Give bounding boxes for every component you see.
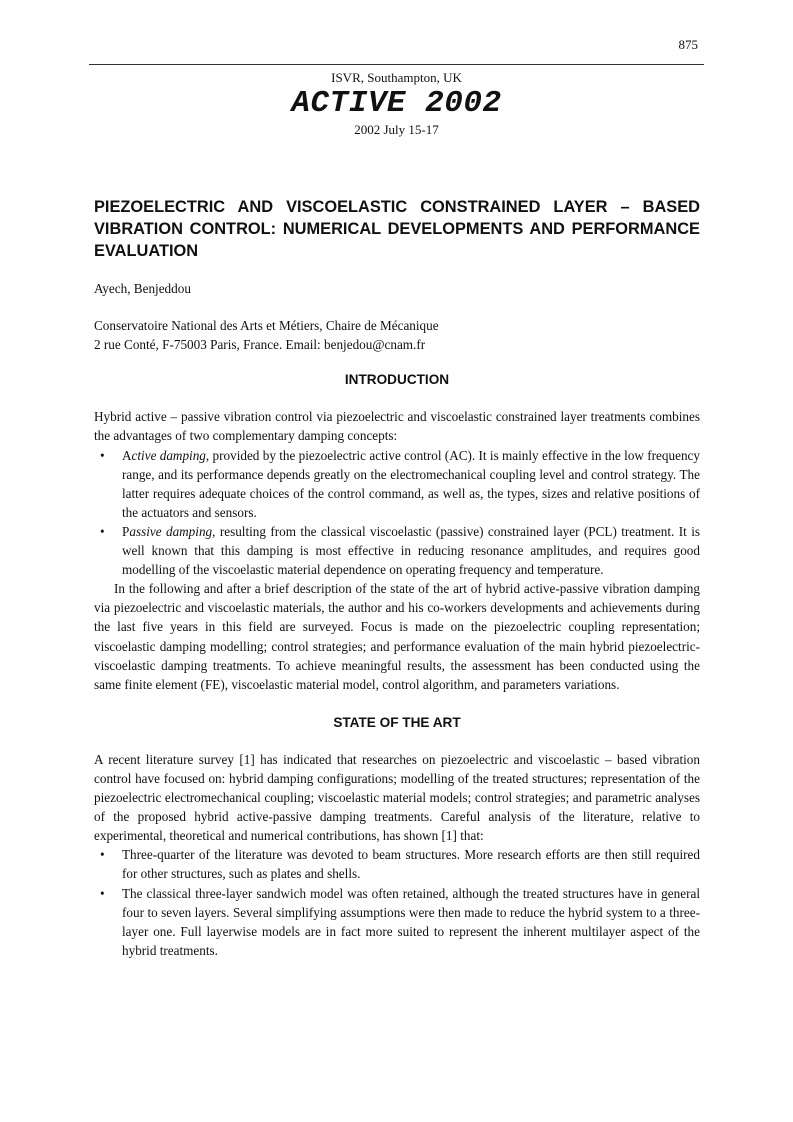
conference-name: ACTIVE 2002 [291, 86, 502, 121]
page-number: 875 [678, 37, 698, 52]
conference-header [89, 70, 704, 138]
intro-paragraph: Hybrid active – passive vibration control via piezoelectric and viscoelastic constrained layer treatments combines the advantages of two complementary damping concepts: [94, 409, 700, 444]
bullet-icon: • [100, 847, 105, 863]
intro-bullet-list [94, 446, 700, 580]
bullet-text: The classical three-layer sandwich model was often retained, although the treated structures have in general four to seven layers. Several simplifying assumptions were then made to reduce the hybrid system to a three-layer one. Full layerwise models are in fact more suited to represent the inherent multilayer aspect of the hybrid treatments. [122, 885, 700, 958]
section-heading-introduction: INTRODUCTION [344, 372, 450, 388]
bullet-lead-letter: P [122, 523, 130, 539]
list-item [94, 884, 700, 960]
intro-closing-paragraph: In the following and after a brief description of the state of the art of hybrid active-passive vibration damping via piezoelectric and viscoelastic materials, the author and his co-workers developments and achievements during the last five years in this field are surveyed. Focus is made on the piezoelectric coupling representation; viscoelastic damping modelling; control strategies; and performance evaluation of the main hybrid piezoelectric-viscoelastic damping treatments. To achieve meaningful results, the assessment has been conducted using the same finite element (FE), viscoelastic material model, control algorithm, and parameters variations. [94, 581, 700, 692]
bullet-lead-term: ctive damping [131, 447, 206, 463]
state-of-art-paragraph: A recent literature survey [1] has indicated that researches on piezoelectric and viscoelastic – based vibration control have focused on: hybrid damping configurations; modelling of the treated structures; representation of the piezoelectric electromechanical coupling; viscoelastic material models; control strategies; and parametric analyses of the proposed hybrid active-passive damping treatments. Careful analysis of the literature, relative to experimental, theoretical and numerical contributions, has shown [1] that: [94, 751, 700, 844]
paper-title: PIEZOELECTRIC AND VISCOELASTIC CONSTRAINED LAYER – BASED VIBRATION CONTROL: NUMERICAL DEVELOPMENTS AND PERFORMANCE EVALUATION [94, 198, 700, 260]
bullet-text: , provided by the piezoelectric active control (AC). It is mainly effective in the low frequency range, and its performance depends greatly on the electromechanical coupling level and control strategy. The latter requires adequate choices of the control command, as well as, the types, sizes and relative positions of the actuators and sensors. [122, 447, 700, 520]
header-rule [89, 64, 704, 65]
affiliation [94, 316, 700, 354]
affiliation-institution: Conservatoire National des Arts et Métiers, Chaire de Mécanique [94, 318, 439, 334]
bullet-text: , resulting from the classical viscoelastic (passive) constrained layer (PCL) treatment. It is well known that this damping is most effective in reducing resonance amplitudes, and requires good modelling of the viscoelastic material dependence on operating frequency and temperature. [122, 523, 700, 578]
bullet-lead-term: assive damping [129, 523, 213, 539]
list-item [94, 845, 700, 883]
bullet-lead-letter: A [122, 447, 132, 463]
conference-location: ISVR, Southampton, UK [331, 70, 462, 85]
state-of-art-bullet-list [94, 845, 700, 960]
authors: Ayech, Benjeddou [94, 281, 191, 296]
list-item [94, 522, 700, 579]
bullet-icon: • [100, 523, 105, 539]
affiliation-address: 2 rue Conté, F-75003 Paris, France. Email: benjedou@cnam.fr [94, 337, 426, 353]
bullet-icon: • [100, 447, 105, 463]
paper-body [94, 196, 700, 960]
list-item [94, 446, 700, 522]
conference-date: 2002 July 15-17 [354, 122, 439, 137]
bullet-icon: • [100, 885, 105, 901]
bullet-text: Three-quarter of the literature was devoted to beam structures. More research efforts are then still required for other structures, such as plates and shells. [122, 847, 700, 882]
section-heading-state-of-the-art: STATE OF THE ART [333, 714, 461, 730]
